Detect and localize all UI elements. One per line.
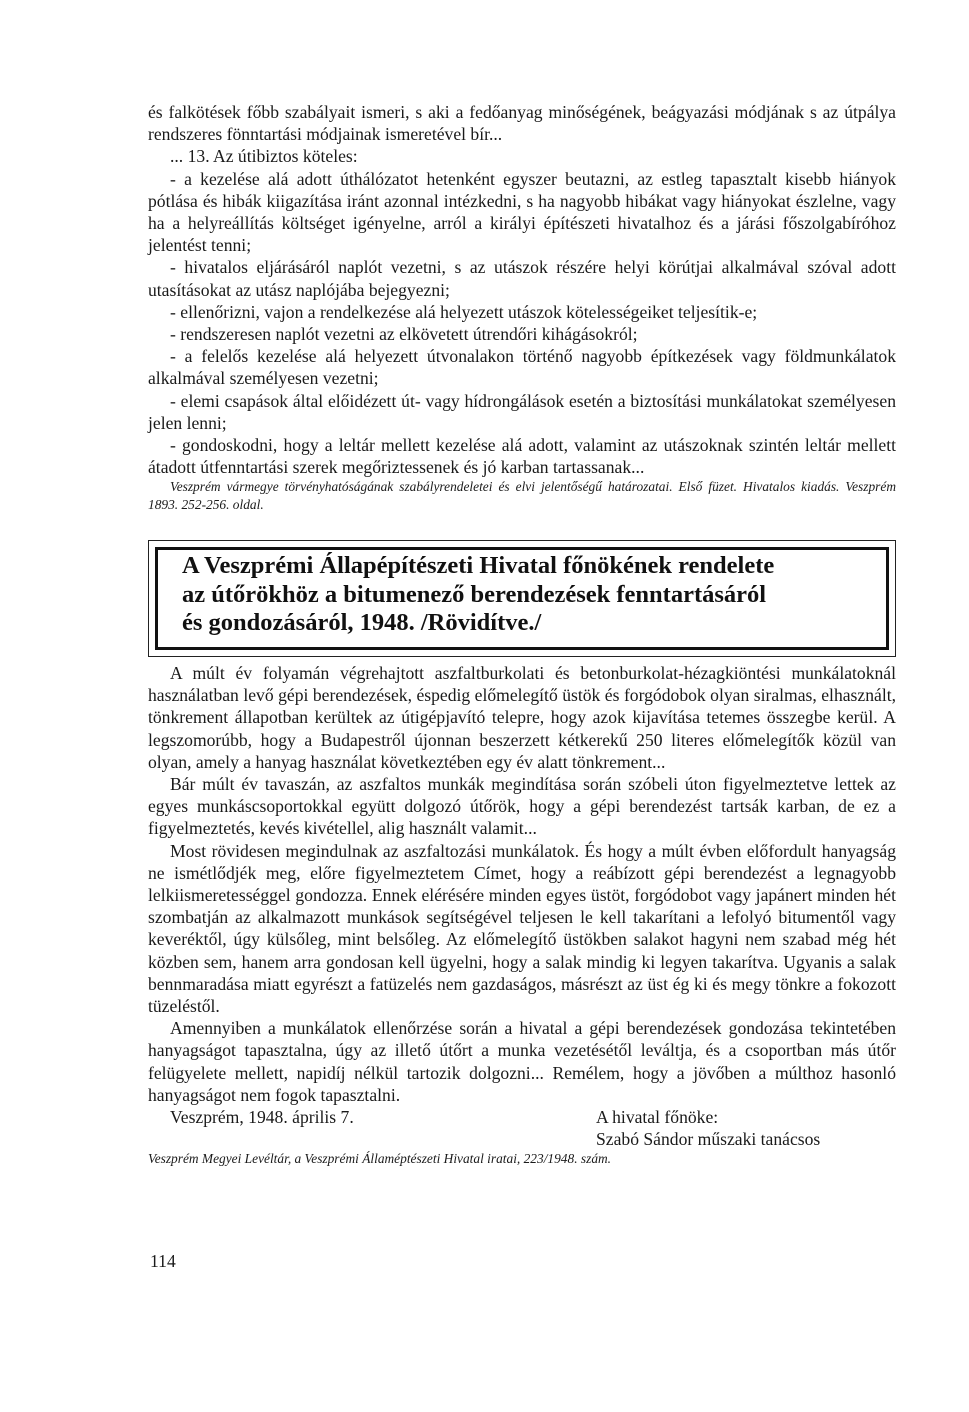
second-section [148,662,896,1168]
text-paragraph: - a felelős kezelése alá helyezett útvonalakon történő nagyobb építkezések vagy földmunkálatok alkalmával személyesen vezetni; [148,346,896,389]
text-paragraph: - rendszeresen naplót vezetni az elkövetett útrendőri kihágásokról; [170,324,638,345]
text-paragraph: Most rövidesen megindulnak az aszfaltozási munkálatok. És hogy a múlt évben előfordult hanyagság ne ismétlődjék meg, előre figyelmeztetem Címet, hogy a reábízott gépi berendezést a legnagyobb lelkiismeretességgel gondozza. Ennek elérésére minden egyes üstöt, forgódobot vagy japánert minden hét szombatján az alkalmazott munkások segítségével teljesen le kell takarítani a lefolyó bitumentől vagy keveréktől, úgy külsőleg, mint belsőleg. Az előmelegítő üstökben salakot hagyni nem szabad még hét közben sem, hanem arra gondosan kell ügyelni, hogy a salak mindig ki legyen takarítva. Ugyanis a salak bennmaradása miatt egyrészt a fatüzelés nem gazdaságos, másrészt az üst ég ki és megy tönkre a fokozott tüzeléstől. [148,840,896,1017]
text-paragraph: - ellenőrizni, vajon a rendelkezése alá helyezett utászok kötelességeiket teljesítik-e; [170,301,758,322]
title-box [148,540,896,657]
document-title [182,552,774,638]
title-line: az útőrökhöz a bitumenező berendezések fenntartásáról [182,580,767,608]
text-paragraph: és falkötések főbb szabályait ismeri, s aki a fedőanyag minőségének, beágyazási módjának s az útpálya rendszeres fönntartási módjainak ismeretével bír... [148,102,896,145]
signature-name-row [148,1128,896,1150]
text-paragraph: - a kezelése alá adott úthálózatot hetenként egyszer beutazni, az estleg tapasztalt kisebb hiányok pótlása és hibák kiigazítása iránt azonnal intézkedni, s ha nagyobb hibákat vagy hiányokat észlelne, vagy ha a helyreállítás költséget igényelne, arról a királyi építészeti hivatalhoz és a járási főszolgabíróhoz jelentést tenni; [148,168,896,256]
source-citation: Veszprém vármegye törvényhatóságának szabályrendeletei és elvi jelentőségű határozatai. Első füzet. Hivatalos kiadás. Veszprém 1893. 252-256. oldal. [148,479,896,512]
source-citation: Veszprém Megyei Levéltár, a Veszprémi Államéptészeti Hivatal iratai, 223/1948. szám. [148,1151,612,1167]
text-paragraph: - hivatalos eljárásáról naplót vezetni, s az utászok részére helyi körútjai alkalmával szóval adott utasításokat az utász naplójába bejegyezni; [148,257,896,300]
text-paragraph: - gondoskodni, hogy a leltár mellett kezelése alá adott, valamint az utászoknak szintén leltár mellett átadott útfenntartási szerek megőriztessenek és jó karban tartassanak... [148,435,896,478]
text-paragraph: ... 13. Az útibiztos köteles: [170,146,358,167]
title-line: A Veszprémi Állapépítészeti Hivatal főnökének rendelete [182,552,775,579]
signature-row [148,1106,896,1128]
place-date: Veszprém, 1948. április 7. [170,1107,354,1128]
first-section [148,101,896,513]
signature-name: Szabó Sándor műszaki tanácsos [596,1129,821,1150]
text-paragraph: - elemi csapások által előidézett út- vagy hídrongálások esetén a biztosítási munkálatokat személyesen jelen lenni; [148,390,896,433]
signature-title: A hivatal főnöke: [596,1107,719,1128]
page-number: 114 [150,1251,176,1271]
text-paragraph: Amennyiben a munkálatok ellenőrzése során a hivatal a gépi berendezések gondozása tekintetében hanyagságot tapasztalna, úgy az illető útőrt a munka vezetésétől leváltja, és a csoportban más útőr felügyelete mellett, napidíj nélkül tartozik dolgozni... Remélem, hogy a jövőben a múlthoz hasonló hanyagságot nem fogok tapasztalni. [148,1018,896,1105]
title-line: és gondozásáról, 1948. /Rövidítve./ [182,609,542,636]
text-paragraph: A múlt év folyamán végrehajtott aszfaltburkolati és betonburkolat-hézagkiöntési munkálatoknál használatban levő gépi berendezések, éspedig előmelegítő üstök és forgódobok olyan siralmas, elhasznált, tönkrement állapotban kerültek az útigépjavító telepre, hogy azok kijavítása tetemes összegbe kerül. A legszomorúbb, hogy a Budapestről újonnan beszerzett kétkerekű 250 literes előmelegítők közül van olyan, amely a hanyag használat következtében egy év alatt tönkrement... [148,663,896,772]
text-paragraph: Bár múlt év tavaszán, az aszfaltos munkák megindítása során szóbeli úton figyelmeztetve lettek az egyes munkáscsoportokkal együtt dolgozó útőrök, hogy a gépi berendezést tartsák karban, de ez a figyelmeztetés, kevés kivétellel, alig használt valamit... [148,774,896,839]
